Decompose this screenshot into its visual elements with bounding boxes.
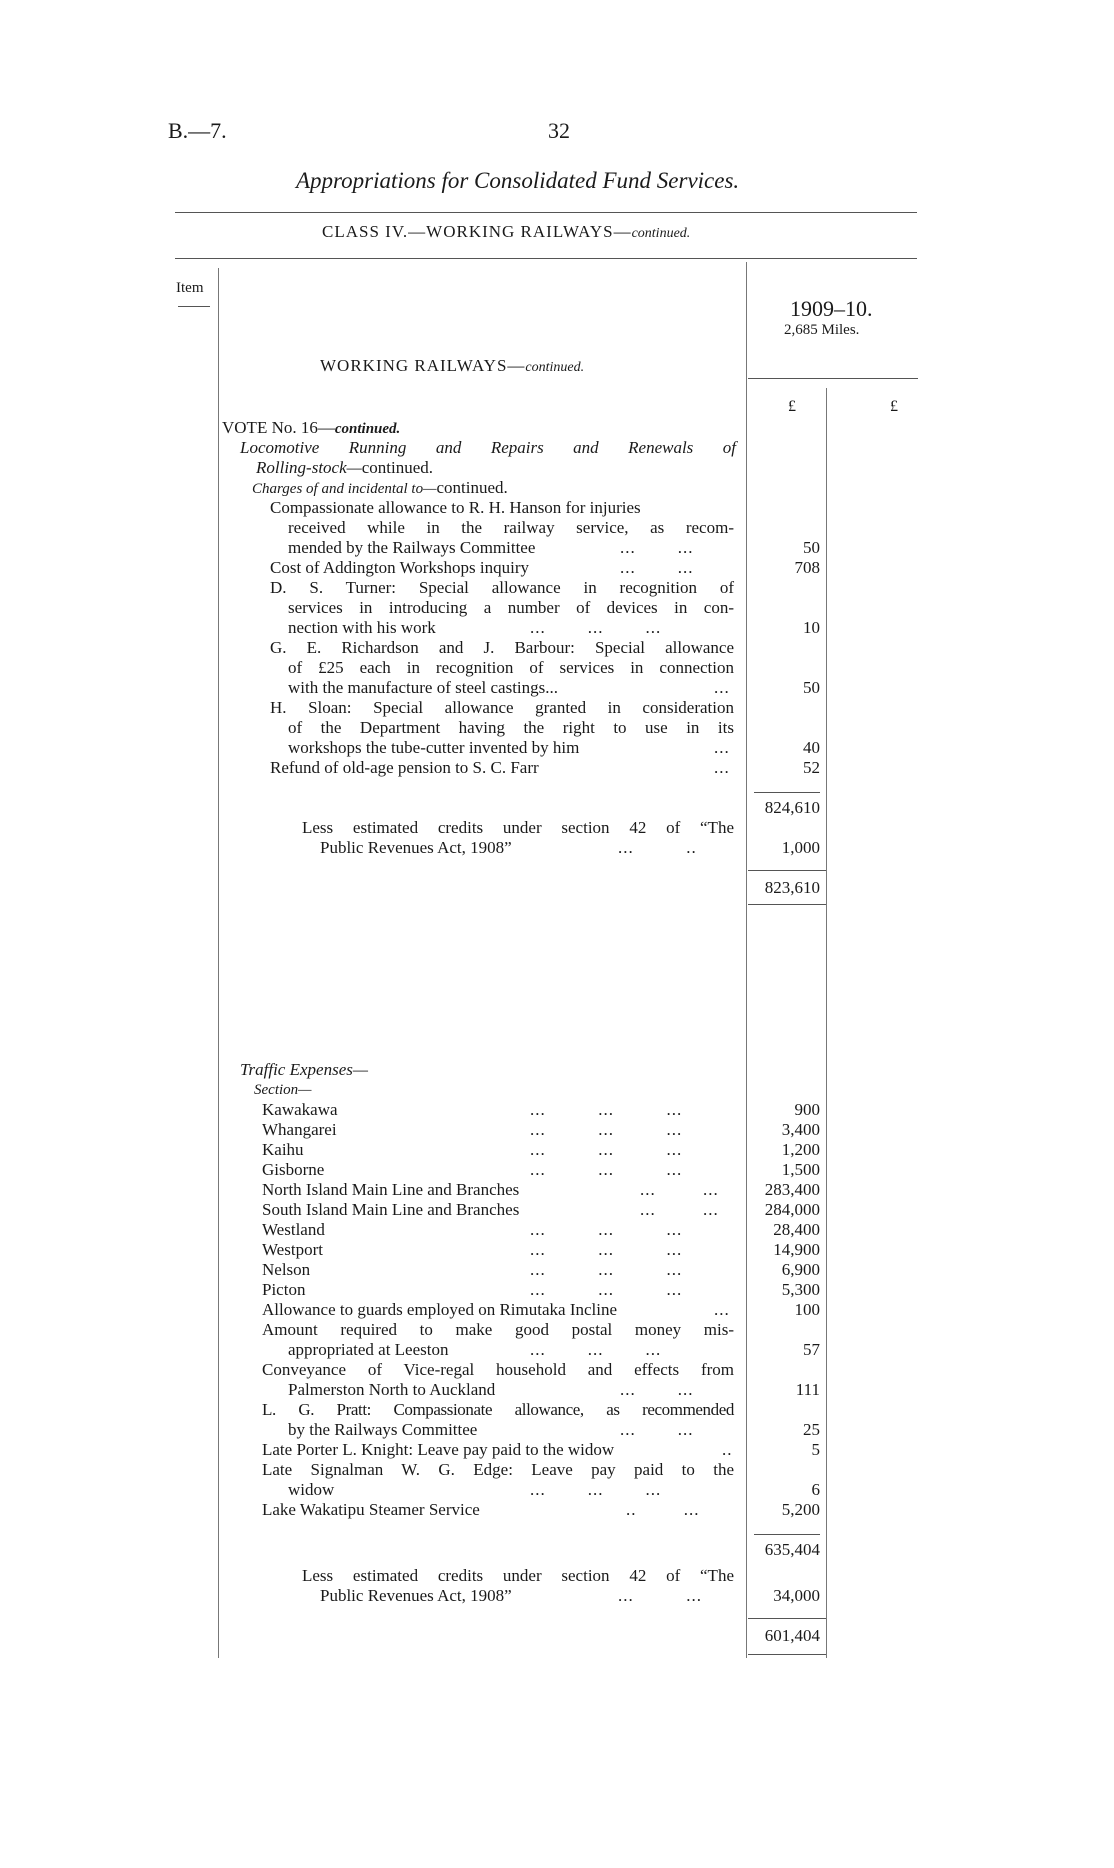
loco-line: with the manufacture of steel castings... [288, 678, 559, 697]
leader-dots: ... [714, 678, 730, 697]
loco-line: services in introducing a number of devices in con- [288, 598, 734, 617]
pound-sign-2: £ [890, 398, 898, 415]
leader-dots: ... ... [620, 1380, 694, 1399]
amount-mid-divider [826, 388, 827, 1658]
class-heading-text: CLASS IV.—WORKING RAILWAYS— [322, 222, 632, 241]
loco-line: H. Sloan: Special allowance granted in consideration [270, 698, 734, 717]
title-rule [175, 212, 917, 213]
leader-dots: ... ... ... [530, 1280, 683, 1299]
page-number: 32 [548, 118, 570, 143]
charges-cont: continued. [436, 478, 508, 497]
charges-heading [252, 478, 508, 499]
traffic-credit: 34,000 [773, 1586, 820, 1605]
subtotal-rule [754, 792, 820, 793]
traffic-section-label: Gisborne [262, 1160, 325, 1179]
traffic-line: Amount required to make good postal money mis- [262, 1320, 734, 1339]
traffic-amount: 57 [803, 1340, 820, 1359]
traffic-section-label: Whangarei [262, 1120, 337, 1139]
leader-dots: ... ... ... [530, 1140, 683, 1159]
leader-dots: ... ... [620, 558, 694, 577]
net-rule [748, 870, 826, 871]
class-rule [175, 258, 917, 259]
net-rule-bottom [748, 904, 826, 905]
traffic-line: by the Railways Committee [288, 1420, 478, 1439]
leader-dots: ... [714, 738, 730, 757]
leader-dots: ... ... [618, 1586, 702, 1605]
leader-dots: ... ... ... [530, 1340, 662, 1359]
section-title-cont: continued. [525, 360, 585, 375]
traffic-amount: 100 [794, 1300, 820, 1319]
leader-dots: ... ... ... [530, 618, 662, 637]
loco-line: Compassionate allowance to R. H. Hanson for injuries [270, 498, 641, 517]
leader-dots: ... ... [620, 1420, 694, 1439]
traffic-section-label: Kawakawa [262, 1100, 338, 1119]
loco-line: workshops the tube-cutter invented by him [288, 738, 580, 757]
traffic-line: Lake Wakatipu Steamer Service [262, 1500, 480, 1519]
loco-line: Refund of old-age pension to S. C. Farr [270, 758, 539, 777]
loco-line: of the Department having the right to use in its [288, 718, 734, 737]
traffic-net: 601,404 [764, 1626, 820, 1645]
traffic-line: Allowance to guards employed on Rimutaka Incline [262, 1300, 618, 1319]
traffic-line: Conveyance of Vice-regal household and effects from [262, 1360, 734, 1379]
miles-header: 2,685 Miles. [784, 322, 860, 338]
leader-dots: ... ... ... [530, 1100, 683, 1119]
traffic-section-amount: 900 [794, 1100, 820, 1119]
vote-text: VOTE No. 16— [222, 418, 335, 437]
section-title [320, 356, 584, 376]
document-reference: B.—7. [168, 118, 227, 143]
traffic-less-line: Less estimated credits under section 42 of “The [302, 1566, 734, 1585]
traffic-section-label: Picton [262, 1280, 306, 1299]
traffic-heading: Traffic Expenses— [240, 1060, 368, 1079]
traffic-section-amount: 284,000 [764, 1200, 820, 1219]
traffic-section-label: South Island Main Line and Branches [262, 1200, 520, 1219]
subhead-rolling-stock [256, 458, 433, 478]
traffic-section-amount: 5,300 [781, 1280, 820, 1299]
section-title-text: WORKING RAILWAYS— [320, 356, 526, 375]
traffic-line: Palmerston North to Auckland [288, 1380, 496, 1399]
leader-dots: ... ... ... [530, 1120, 683, 1139]
header-rule [748, 378, 918, 379]
vote-heading [222, 418, 400, 439]
loco-amount: 40 [803, 738, 820, 757]
traffic-line: L. G. Pratt: Compassionate allowance, as recommended [262, 1400, 734, 1419]
loco-amount: 708 [794, 558, 820, 577]
traffic-line: appropriated at Leeston [288, 1340, 449, 1359]
traffic-total: 635,404 [764, 1540, 820, 1559]
loco-total: 824,610 [764, 798, 820, 817]
subhead-locomotive: Locomotive Running and Repairs and Renewals of [240, 438, 736, 457]
item-column-rule [178, 306, 210, 307]
loco-line: G. E. Richardson and J. Barbour: Special allowance [270, 638, 734, 657]
leader-dots: ... ... [620, 538, 694, 557]
traffic-amount: 5,200 [781, 1500, 820, 1519]
traffic-line: Late Porter L. Knight: Leave pay paid to the widow [262, 1440, 615, 1459]
leader-dots: ... .. [618, 838, 697, 857]
loco-less-line: Public Revenues Act, 1908” [320, 838, 512, 857]
loco-amount: 50 [803, 538, 820, 557]
traffic-section-amount: 6,900 [781, 1260, 820, 1279]
traffic-section-amount: 28,400 [773, 1220, 820, 1239]
traffic-section-label: North Island Main Line and Branches [262, 1180, 520, 1199]
pound-sign-1: £ [788, 398, 796, 415]
net-rule-bottom [748, 1654, 826, 1655]
leader-dots: ... [714, 758, 730, 777]
vote-cont: continued. [334, 421, 401, 437]
net-rule [748, 1618, 826, 1619]
leader-dots: ... ... ... [530, 1220, 683, 1239]
traffic-section-label: Westport [262, 1240, 323, 1259]
traffic-line: Late Signalman W. G. Edge: Leave pay paid to the [262, 1460, 734, 1479]
leader-dots: ... ... ... [530, 1240, 683, 1259]
traffic-amount: 6 [811, 1480, 820, 1499]
traffic-section-amount: 1,500 [781, 1160, 820, 1179]
page-title: Appropriations for Consolidated Fund Services. [296, 168, 740, 193]
loco-line: of £25 each in recognition of services in connection [288, 658, 734, 677]
leader-dots: .. ... [626, 1500, 700, 1519]
class-heading [322, 222, 690, 242]
traffic-line: widow [288, 1480, 335, 1499]
charges-text: Charges of and incidental to— [252, 481, 437, 497]
loco-amount: 10 [803, 618, 820, 637]
class-heading-cont: continued. [631, 226, 691, 241]
traffic-amount: 111 [795, 1380, 820, 1399]
loco-line: received while in the railway service, as recom- [288, 518, 734, 537]
leader-dots: ... ... ... [530, 1260, 683, 1279]
year-header: 1909–10. [790, 296, 873, 321]
leader-dots: .. [722, 1440, 733, 1459]
loco-credit: 1,000 [781, 838, 820, 857]
subtotal-rule [754, 1534, 820, 1535]
loco-net: 823,610 [764, 878, 820, 897]
leader-dots: ... ... ... [530, 1160, 683, 1179]
leader-dots: ... ... ... [530, 1480, 662, 1499]
loco-amount: 52 [803, 758, 820, 777]
leader-dots: ... ... [640, 1180, 719, 1199]
traffic-amount: 5 [811, 1440, 820, 1459]
loco-line: nection with his work [288, 618, 436, 637]
item-column-header: Item [176, 280, 204, 296]
traffic-section-amount: 1,200 [781, 1140, 820, 1159]
loco-amount: 50 [803, 678, 820, 697]
loco-line: Cost of Addington Workshops inquiry [270, 558, 530, 577]
leader-dots: ... [714, 1300, 730, 1319]
traffic-section-amount: 3,400 [781, 1120, 820, 1139]
traffic-less-line: Public Revenues Act, 1908” [320, 1586, 512, 1605]
traffic-section-label: Westland [262, 1220, 325, 1239]
leader-dots: ... ... [640, 1200, 719, 1219]
traffic-section-amount: 283,400 [764, 1180, 820, 1199]
item-divider [218, 268, 219, 1658]
loco-less-line: Less estimated credits under section 42 of “The [302, 818, 734, 837]
traffic-section-amount: 14,900 [773, 1240, 820, 1259]
traffic-section: Section— [254, 1082, 312, 1098]
subhead-rolling-stock-text: Rolling-stock— [256, 458, 362, 477]
loco-line: mended by the Railways Committee [288, 538, 536, 557]
subhead-rolling-stock-cont: continued. [361, 458, 434, 477]
traffic-section-label: Nelson [262, 1260, 311, 1279]
traffic-section-label: Kaihu [262, 1140, 304, 1159]
traffic-amount: 25 [803, 1420, 820, 1439]
loco-line: D. S. Turner: Special allowance in recognition of [270, 578, 734, 597]
